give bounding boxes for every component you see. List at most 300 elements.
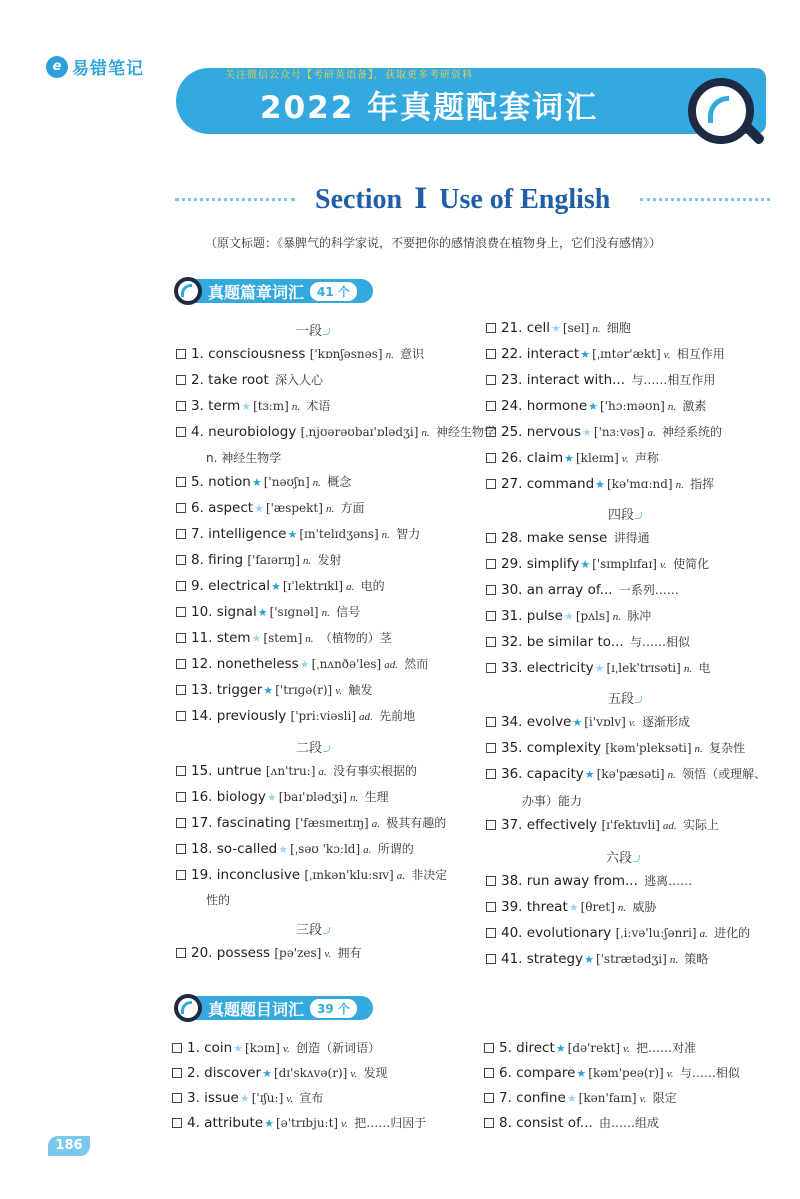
checkbox[interactable] <box>486 401 496 411</box>
vocab-entry <box>176 630 392 648</box>
group-header-questions <box>174 994 373 1022</box>
group-count-badge: 39 个 <box>310 999 357 1018</box>
vocab-entry <box>486 714 690 732</box>
entry-meaning: 策略 <box>684 952 709 966</box>
checkbox[interactable] <box>176 555 186 565</box>
vocab-entry <box>172 1115 426 1133</box>
entry-meaning: 电的 <box>360 579 385 593</box>
vocab-entry <box>176 398 330 416</box>
divider <box>175 198 295 201</box>
entry-pos: v. <box>623 1043 630 1055</box>
entry-pos: v. <box>628 717 636 729</box>
entry-phonetic: [kəm'pleksəti] <box>605 741 692 755</box>
section-roman: Ⅰ <box>414 184 428 215</box>
entry-meaning: 相互作用 <box>676 347 725 361</box>
checkbox[interactable] <box>172 1043 182 1053</box>
entry-word: 2. take root <box>191 372 269 388</box>
entry-meaning: 然而 <box>404 657 429 671</box>
star-icon: ★ <box>595 478 606 491</box>
vocab-entry <box>172 1040 380 1058</box>
star-icon: ★ <box>563 610 574 623</box>
entry-word: 1. coin <box>187 1040 233 1056</box>
entry-pos: a. <box>346 581 355 593</box>
entry-word: 10. signal <box>191 604 257 620</box>
star-icon: ★ <box>572 716 583 729</box>
entry-word: 30. an array of... <box>501 582 613 598</box>
entry-meaning: 把……归因于 <box>354 1116 427 1130</box>
entry-pos: n. <box>325 503 335 515</box>
entry-phonetic: [ɪˌlek'trɪsəti] <box>606 661 681 675</box>
checkbox[interactable] <box>484 1068 494 1078</box>
vocab-entry <box>176 682 372 700</box>
entry-word: 36. capacity <box>501 766 584 782</box>
section-header <box>175 182 770 218</box>
entry-word: 7. confine <box>499 1090 566 1106</box>
entry-pos: n. <box>592 323 601 335</box>
entry-phonetic: ['æspekt] <box>265 501 323 515</box>
entry-meaning: 概念 <box>327 475 352 489</box>
brand-name: 易错笔记 <box>72 59 144 79</box>
vocab-entry <box>484 1115 659 1132</box>
page-title: 2022 年真题配套词汇 <box>260 90 599 126</box>
entry-phonetic: [ˌɪnkən'kluːsɪv] <box>304 868 394 882</box>
group-label: 真题题目词汇 <box>208 999 305 1019</box>
entry-meaning: 威胁 <box>632 900 657 914</box>
star-icon: ★ <box>584 768 595 781</box>
entry-meaning: 实际上 <box>682 818 719 832</box>
checkbox[interactable] <box>176 581 186 591</box>
star-icon: ★ <box>555 1042 566 1055</box>
entry-pos: n. <box>612 611 621 623</box>
checkbox[interactable] <box>176 766 186 776</box>
vocab-entry <box>486 530 650 547</box>
checkbox[interactable] <box>486 453 496 463</box>
entry-word: 15. untrue <box>191 763 262 779</box>
entry-meaning: 深入人心 <box>275 373 324 387</box>
vocab-entry <box>176 578 385 596</box>
entry-pos: a. <box>363 844 372 856</box>
entry-phonetic: ['hɔːməʊn] <box>600 399 665 413</box>
entry-word: 2. discover <box>187 1065 262 1081</box>
entry-pos: v. <box>350 1068 358 1080</box>
section-title-b: Use of English <box>439 184 611 215</box>
entry-phonetic: [pə'zes] <box>274 946 322 960</box>
star-icon: ★ <box>262 1067 272 1080</box>
entry-word: 17. fascinating <box>191 815 291 831</box>
vocab-entry <box>176 526 420 544</box>
entry-word: 25. nervous <box>501 424 582 440</box>
checkbox[interactable] <box>176 870 186 880</box>
entry-word: 4. attribute <box>187 1115 264 1131</box>
paragraph-marker: 一段 <box>296 320 330 339</box>
entry-word: 8. firing <box>191 552 244 568</box>
entry-pos: ad. <box>359 711 373 723</box>
checkbox[interactable] <box>486 427 496 437</box>
entry-word: 12. nonetheless <box>191 656 299 672</box>
entry-pos: v. <box>639 1093 647 1105</box>
checkbox[interactable] <box>486 637 496 647</box>
star-icon: ★ <box>257 606 268 619</box>
entry-phonetic: [kəm'peə(r)] <box>588 1066 664 1080</box>
star-icon: ★ <box>287 528 298 541</box>
star-icon: ★ <box>566 1092 577 1105</box>
entry-word: 7. intelligence <box>191 526 287 542</box>
entry-phonetic: ['sɪɡnəl] <box>269 605 319 619</box>
entry-word: 4. neurobiology <box>191 424 297 440</box>
entry-word: 41. strategy <box>501 951 584 967</box>
checkbox[interactable] <box>486 954 496 964</box>
star-icon: ★ <box>278 843 289 856</box>
checkbox[interactable] <box>176 529 186 539</box>
entry-meaning: 方面 <box>340 501 365 515</box>
vocab-entry <box>176 763 417 781</box>
entry-pos: n. <box>617 902 627 914</box>
checkbox[interactable] <box>484 1118 494 1128</box>
checkbox[interactable] <box>486 375 496 385</box>
entry-phonetic: [ə'trɪbjuːt] <box>275 1116 339 1130</box>
entry-meaning: 领悟（或理解、 <box>682 767 767 781</box>
checkbox[interactable] <box>176 844 186 854</box>
vocab-entry <box>486 873 692 890</box>
entry-word: 32. be similar to... <box>501 634 624 650</box>
vocab-entry <box>176 552 341 570</box>
entry-word: 40. evolutionary <box>501 925 612 941</box>
vocab-entry <box>176 945 362 963</box>
entry-word: 16. biology <box>191 789 266 805</box>
entry-word: 1. consciousness <box>191 346 306 362</box>
entry-meaning: 术语 <box>306 399 331 413</box>
entry-pos: v. <box>335 685 343 697</box>
entry-phonetic: [ɪn'telɪdʒəns] <box>299 527 379 541</box>
entry-word: 35. complexity <box>501 740 602 756</box>
entry-pos: n. <box>302 555 312 567</box>
source-title: （原文标题：《暴脾气的科学家说，不要把你的感情浪费在植物身上，它们没有感情》） <box>205 236 662 250</box>
entry-meaning: 声称 <box>634 451 659 465</box>
paragraph-marker: 三段 <box>296 919 330 938</box>
entry-meaning: 触发 <box>348 683 373 697</box>
entry-word: 22. interact <box>501 346 580 362</box>
entry-pos: n. <box>667 769 676 781</box>
entry-phonetic: [ˌiːvə'luːʃənri] <box>615 926 697 940</box>
entry-phonetic: [də'rekt] <box>567 1041 621 1055</box>
vocab-entry <box>172 1090 323 1108</box>
vocab-entry <box>486 899 656 917</box>
star-icon: ★ <box>251 632 262 645</box>
checkbox[interactable] <box>486 585 496 595</box>
entry-pos: v. <box>282 1043 290 1055</box>
vocab-entry <box>486 372 715 389</box>
checkbox[interactable] <box>486 928 496 938</box>
entry-meaning: 激素 <box>682 399 707 413</box>
checkbox[interactable] <box>486 479 496 489</box>
group-count-badge: 41 个 <box>310 282 357 301</box>
checkbox[interactable] <box>176 948 186 958</box>
checkbox[interactable] <box>172 1093 182 1103</box>
entry-pos: v. <box>659 559 667 571</box>
entry-phonetic: ['trɪɡə(r)] <box>275 683 333 697</box>
checkbox[interactable] <box>486 323 496 333</box>
vocab-entry <box>484 1090 677 1108</box>
checkbox[interactable] <box>486 743 496 753</box>
vocab-entry <box>486 556 709 574</box>
entry-continuation: 性的 <box>206 893 231 907</box>
checkbox[interactable] <box>484 1043 494 1053</box>
vocab-entry <box>176 500 365 518</box>
paragraph-marker: 二段 <box>296 737 330 756</box>
star-icon: ★ <box>564 452 574 465</box>
star-icon: ★ <box>588 400 599 413</box>
vocab-entry <box>486 634 690 651</box>
entry-meaning: 复杂性 <box>709 741 746 755</box>
entry-phonetic: [ˌsəʊ 'kɔːld] <box>290 842 361 856</box>
page-number: 186 <box>48 1136 90 1156</box>
vocab-entry <box>176 789 389 807</box>
entry-meaning: 信号 <box>336 605 361 619</box>
vocab-entry <box>176 424 496 442</box>
checkbox[interactable] <box>176 349 186 359</box>
entry-pos: v. <box>341 1118 348 1130</box>
entry-phonetic: ['sɪmplɪfaɪ] <box>592 557 657 571</box>
entry-word: 5. notion <box>191 474 251 490</box>
star-icon: ★ <box>299 658 310 671</box>
entry-meaning: 电 <box>698 661 711 675</box>
checkbox[interactable] <box>176 659 186 669</box>
entry-phonetic: [tɜːm] <box>253 399 289 413</box>
star-icon: ★ <box>254 502 264 515</box>
checkbox[interactable] <box>172 1118 182 1128</box>
entry-meaning: 创造（新词语） <box>296 1041 381 1055</box>
entry-pos: n. <box>421 427 430 439</box>
entry-meaning: 与……相似 <box>629 635 690 649</box>
paragraph-marker: 五段 <box>608 688 642 707</box>
entry-word: 3. issue <box>187 1090 239 1106</box>
star-icon: ★ <box>551 322 561 335</box>
entry-meaning: 极其有趣的 <box>386 816 447 830</box>
entry-word: 6. compare <box>499 1065 576 1081</box>
entry-phonetic: [baɪ'ɒlədʒi] <box>278 790 348 804</box>
entry-phonetic: [kən'faɪn] <box>578 1091 637 1105</box>
entry-phonetic: ['faɪərɪŋ] <box>247 553 300 567</box>
entry-word: 38. run away from... <box>501 873 638 889</box>
entry-pos: n. <box>683 663 693 675</box>
entry-phonetic: [kə'pæsəti] <box>596 767 665 781</box>
checkbox[interactable] <box>486 876 496 886</box>
entry-meaning: 神经系统的 <box>662 425 723 439</box>
entry-meaning: 先前地 <box>379 709 416 723</box>
star-icon: ★ <box>594 662 605 675</box>
entry-meaning: 限定 <box>652 1091 677 1105</box>
entry-continuation: n. 神经生物学 <box>206 451 282 465</box>
entry-meaning: 把……对准 <box>636 1041 697 1055</box>
entry-meaning: 拥有 <box>337 946 362 960</box>
entry-meaning: 讲得通 <box>613 531 650 545</box>
entry-word: 3. term <box>191 398 241 414</box>
entry-pos: n. <box>350 792 359 804</box>
entry-pos: v. <box>324 948 332 960</box>
entry-word: 18. so-called <box>191 841 278 857</box>
entry-phonetic: [stem] <box>263 631 303 645</box>
checkbox[interactable] <box>176 711 186 721</box>
checkbox[interactable] <box>176 503 186 513</box>
paragraph-marker: 四段 <box>608 504 642 523</box>
group-header-passage <box>174 277 373 305</box>
banner-subtitle: 关注微信公众号【考研英语备】，获取更多考研资料 <box>225 70 473 81</box>
entry-word: 28. make sense <box>501 530 608 546</box>
brand-logo <box>46 54 144 79</box>
divider <box>640 198 770 201</box>
paragraph-marker: 六段 <box>606 847 640 866</box>
entry-meaning: 与……相似 <box>679 1066 740 1080</box>
entry-word: 29. simplify <box>501 556 580 572</box>
checkbox[interactable] <box>176 818 186 828</box>
entry-pos: a. <box>699 928 708 940</box>
checkbox[interactable] <box>486 769 496 779</box>
entry-pos: n. <box>321 607 330 619</box>
entry-phonetic: [ʌn'truː] <box>265 764 316 778</box>
entry-phonetic: [kɔɪn] <box>245 1041 280 1055</box>
logo-icon: e <box>46 56 68 78</box>
star-icon: ★ <box>582 426 592 439</box>
star-icon: ★ <box>580 558 591 571</box>
entry-pos: v. <box>666 1068 674 1080</box>
entry-meaning: 非决定 <box>411 868 448 882</box>
star-icon: ★ <box>576 1067 587 1080</box>
entry-pos: ad. <box>384 659 398 671</box>
star-icon: ★ <box>584 953 594 966</box>
vocab-entry <box>486 608 651 626</box>
star-icon: ★ <box>271 580 281 593</box>
entry-meaning: 神经生物学 <box>435 425 496 439</box>
entry-word: 5. direct <box>499 1040 555 1056</box>
entry-word: 26. claim <box>501 450 564 466</box>
entry-pos: n. <box>667 401 677 413</box>
vocab-entry <box>176 656 428 674</box>
entry-word: 27. command <box>501 476 595 492</box>
checkbox[interactable] <box>486 902 496 912</box>
checkbox[interactable] <box>486 533 496 543</box>
vocab-entry <box>486 766 766 784</box>
entry-pos: n. <box>305 633 314 645</box>
entry-pos: n. <box>291 401 301 413</box>
checkbox[interactable] <box>176 401 186 411</box>
entry-pos: n. <box>694 743 703 755</box>
checkbox[interactable] <box>176 792 186 802</box>
vocab-entry <box>172 1065 387 1083</box>
entry-phonetic: [dɪ'skʌvə(r)] <box>273 1066 348 1080</box>
entry-word: 6. aspect <box>191 500 254 516</box>
entry-meaning: 进化的 <box>714 926 751 940</box>
entry-meaning: 由……组成 <box>599 1116 660 1130</box>
entry-pos: v. <box>663 349 671 361</box>
section-title-a: Section <box>315 184 403 215</box>
entry-meaning: 智力 <box>396 527 421 541</box>
entry-word: 8. consist of... <box>499 1115 593 1131</box>
entry-meaning: 发射 <box>317 553 342 567</box>
entry-phonetic: ['priːviəsli] <box>290 709 357 723</box>
entry-phonetic: [kə'mɑːnd] <box>607 477 673 491</box>
group-bar <box>192 996 373 1020</box>
entry-word: 19. inconclusive <box>191 867 301 883</box>
vocab-entry <box>486 951 708 969</box>
star-icon: ★ <box>580 348 591 361</box>
entry-meaning: 使简化 <box>673 557 710 571</box>
entry-phonetic: [sel] <box>562 321 590 335</box>
checkbox[interactable] <box>172 1068 182 1078</box>
checkbox[interactable] <box>486 663 496 673</box>
entry-pos: ad. <box>662 820 677 832</box>
vocab-entry <box>486 450 659 468</box>
checkbox[interactable] <box>486 349 496 359</box>
entry-pos: v. <box>286 1093 294 1105</box>
star-icon: ★ <box>239 1092 250 1105</box>
vocab-entry <box>176 474 351 492</box>
entry-phonetic: [ɪ'fektɪvli] <box>601 818 660 832</box>
entry-phonetic: ['nəʊʃn] <box>263 475 310 489</box>
star-icon: ★ <box>233 1042 244 1055</box>
entry-word: 23. interact with... <box>501 372 626 388</box>
entry-word: 33. electricity <box>501 660 594 676</box>
magnifier-icon <box>688 78 754 144</box>
entry-phonetic: [i'vɒlv] <box>584 715 626 729</box>
group-label: 真题篇章词汇 <box>208 282 305 302</box>
checkbox[interactable] <box>484 1093 494 1103</box>
entry-phonetic: ['strætədʒi] <box>595 952 667 966</box>
entry-pos: n. <box>312 477 321 489</box>
vocab-entry <box>176 708 415 726</box>
vocab-entry <box>486 817 719 835</box>
entry-phonetic: [kleɪm] <box>575 451 619 465</box>
entry-pos: a. <box>396 870 405 882</box>
checkbox[interactable] <box>176 607 186 617</box>
entry-meaning: 逃离…… <box>644 874 693 888</box>
entry-phonetic: [ˌnʌnðə'les] <box>311 657 382 671</box>
entry-meaning: 生理 <box>364 790 389 804</box>
entry-word: 39. threat <box>501 899 568 915</box>
entry-meaning: 意识 <box>400 347 425 361</box>
section-title <box>315 182 610 216</box>
entry-continuation: 办事）能力 <box>522 794 583 808</box>
checkbox[interactable] <box>176 633 186 643</box>
entry-phonetic: ['nɜːvəs] <box>593 425 645 439</box>
checkbox[interactable] <box>486 559 496 569</box>
checkbox[interactable] <box>176 477 186 487</box>
entry-meaning: 没有事实根据的 <box>332 764 417 778</box>
entry-word: 20. possess <box>191 945 271 961</box>
star-icon: ★ <box>568 901 579 914</box>
entry-pos: v. <box>621 453 629 465</box>
entry-pos: a. <box>318 766 327 778</box>
checkbox[interactable] <box>486 611 496 621</box>
vocab-entry <box>486 398 706 416</box>
checkbox[interactable] <box>486 717 496 727</box>
checkbox[interactable] <box>176 427 186 437</box>
entry-phonetic: [pʌls] <box>575 609 610 623</box>
entry-word: 37. effectively <box>501 817 598 833</box>
checkbox[interactable] <box>486 820 496 830</box>
checkbox[interactable] <box>176 685 186 695</box>
entry-meaning: （植物的）茎 <box>319 631 392 645</box>
entry-pos: a. <box>647 427 656 439</box>
vocab-entry <box>486 582 679 599</box>
entry-pos: n. <box>675 479 684 491</box>
entry-meaning: 细胞 <box>606 321 631 335</box>
checkbox[interactable] <box>176 375 186 385</box>
group-bar <box>192 279 373 303</box>
entry-pos: n. <box>385 349 394 361</box>
vocab-entry <box>176 841 414 859</box>
entry-word: 14. previously <box>191 708 287 724</box>
magnifier-icon <box>174 994 202 1022</box>
